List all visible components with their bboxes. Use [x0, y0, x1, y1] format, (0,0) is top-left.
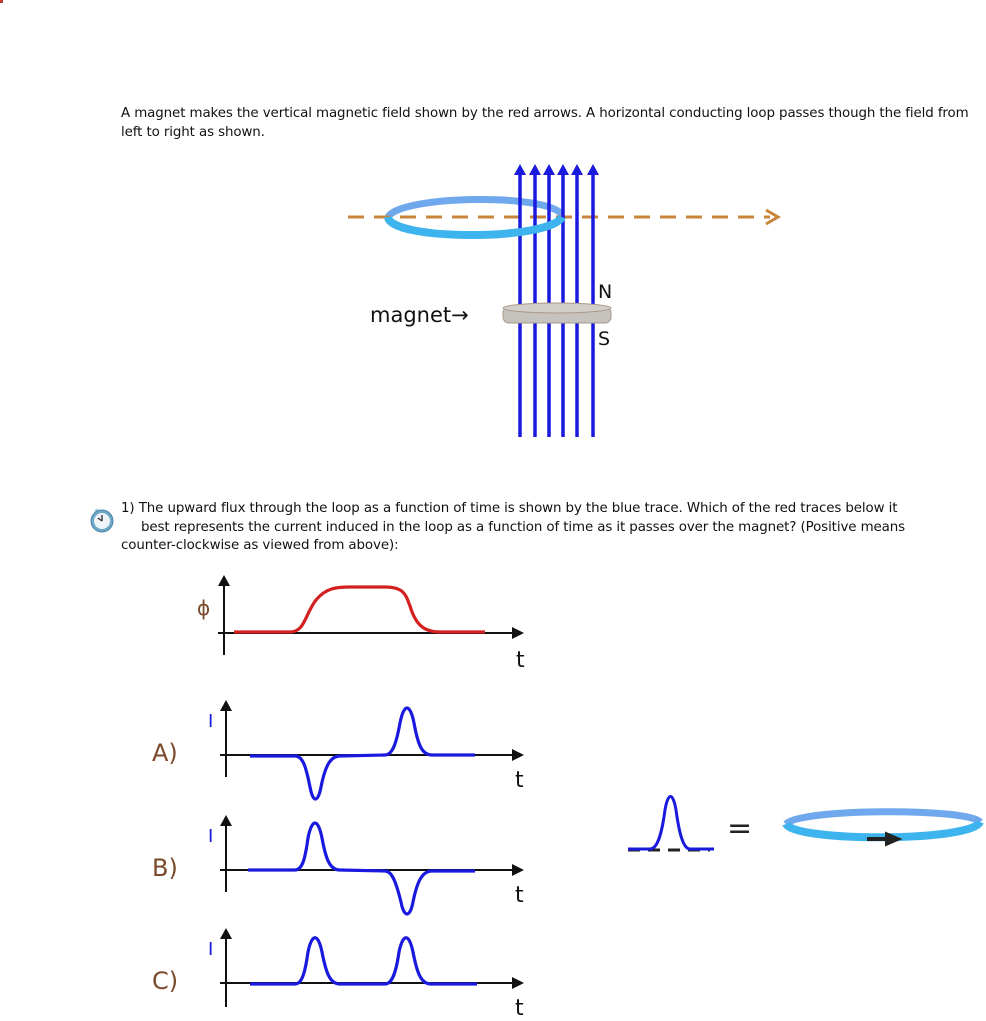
svg-text:t: t — [515, 996, 524, 1021]
svg-text:I: I — [208, 826, 214, 847]
option-c-label: C) — [152, 967, 179, 995]
legend-loop-front — [786, 822, 980, 837]
stopwatch-icon — [88, 506, 116, 534]
option-c-trace — [250, 938, 477, 984]
flux-y-label: ϕ — [197, 596, 211, 620]
flux-trace — [234, 587, 485, 632]
magnet-label: magnet→ — [370, 303, 469, 327]
option-a-trace — [250, 708, 475, 799]
legend-pulse — [628, 797, 714, 850]
svg-text:I: I — [208, 711, 214, 732]
option-b-trace — [248, 823, 475, 914]
option-c-graph[interactable] — [140, 925, 540, 1021]
option-a-graph[interactable] — [140, 695, 540, 810]
intro-text: A magnet makes the vertical magnetic field shown by the red arrows. A horizontal conducting loop passes though the field from left to right as shown. — [121, 106, 969, 140]
x-axis-arrowhead — [512, 627, 524, 639]
legend-loop-back — [786, 812, 980, 824]
option-a-label: A) — [152, 739, 178, 767]
corner-mark — [0, 0, 3, 3]
equals-sign: = — [727, 811, 753, 846]
north-label: N — [598, 281, 613, 303]
question-text: 1) The upward flux through the loop as a function of time is shown by the blue trace. Which of the red traces below it best represents the current induced in the loop as a function of time as it passes over the magnet? (Positive means counter-clockwise as viewed from above): — [121, 501, 906, 553]
sign-convention-legend — [610, 780, 986, 870]
magnet-disc — [503, 303, 611, 323]
y-axis-arrowhead — [218, 575, 230, 586]
flux-x-label: t — [516, 648, 525, 673]
svg-text:t: t — [515, 883, 524, 908]
magnet-loop-diagram — [330, 155, 790, 445]
option-b-graph[interactable] — [140, 810, 540, 925]
svg-text:t: t — [515, 768, 524, 793]
question-number: 1) — [121, 501, 135, 516]
field-arrowheads — [514, 164, 599, 175]
option-b-label: B) — [152, 854, 178, 882]
south-label: S — [598, 328, 611, 350]
flux-graph — [180, 570, 540, 680]
svg-text:I: I — [208, 939, 214, 960]
